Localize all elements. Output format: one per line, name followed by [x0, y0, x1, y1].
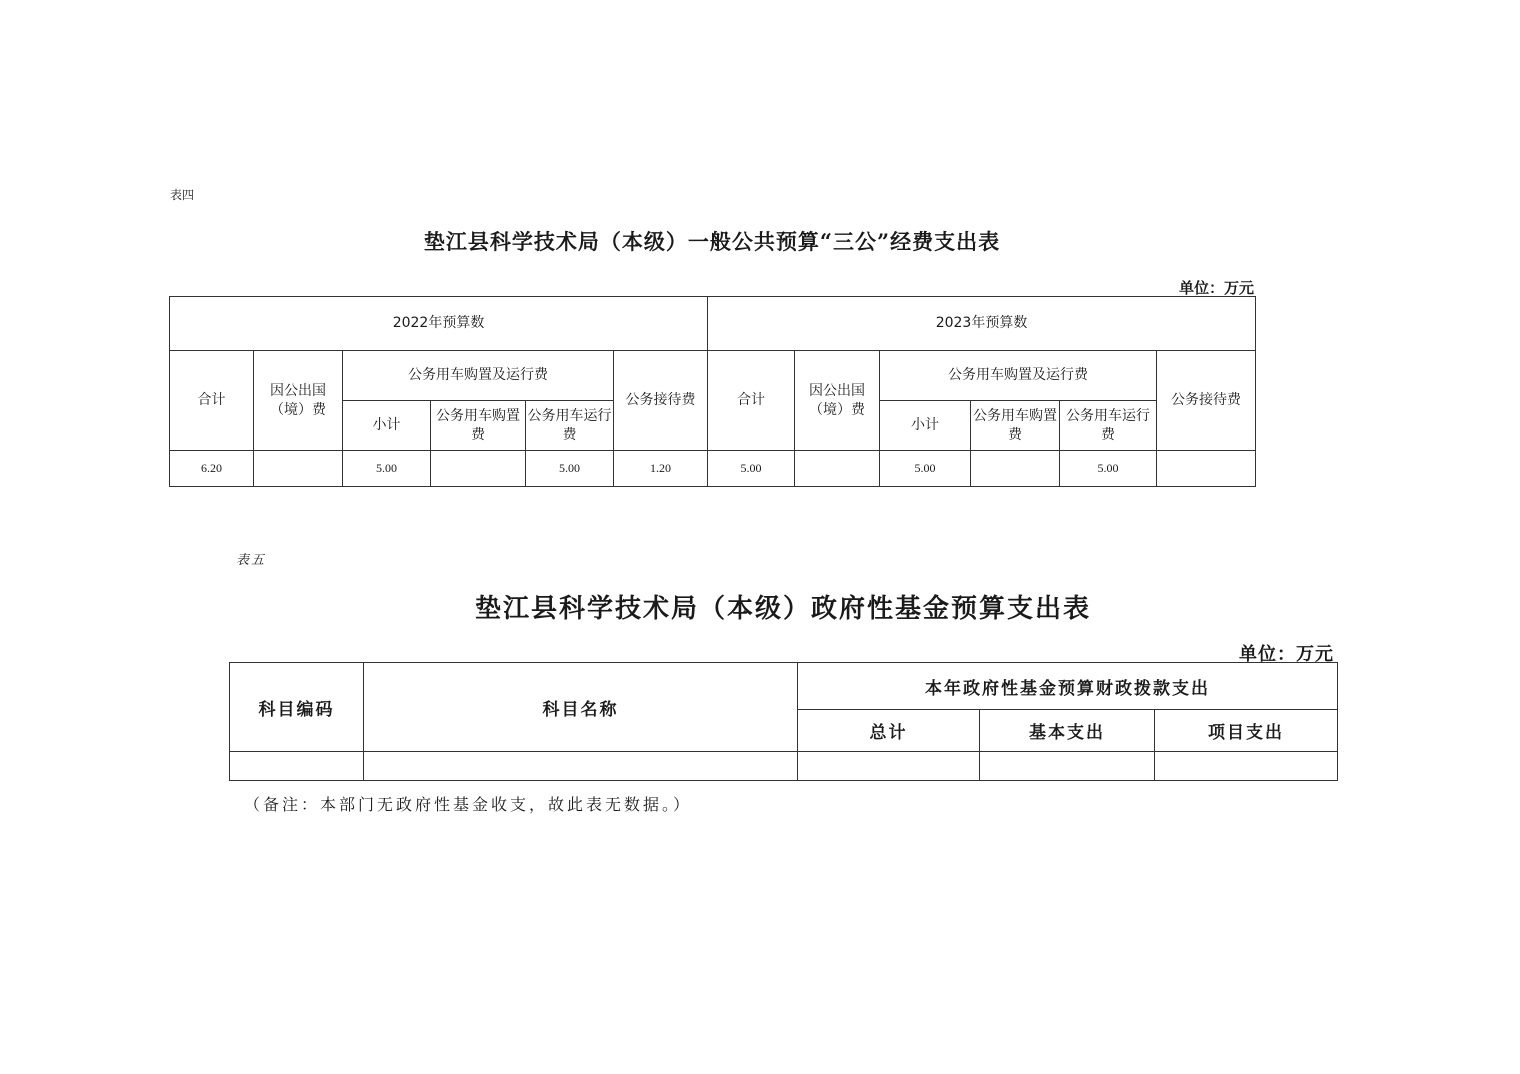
header-project-expense: 项目支出: [1155, 710, 1338, 752]
empty-cell: [230, 752, 364, 781]
header-2022-subtotal: 小计: [343, 401, 431, 451]
empty-cell: [980, 752, 1155, 781]
header-2023-vehicle-purchase: 公务用车购置费: [971, 401, 1060, 451]
cell-2022-subtotal: 5.00: [343, 451, 431, 487]
header-2023-subtotal: 小计: [880, 401, 971, 451]
table4-tag: 表四: [170, 188, 195, 202]
cell-2022-vehicle-purchase: [431, 451, 526, 487]
header-2023-reception: 公务接待费: [1157, 351, 1256, 451]
empty-cell: [798, 752, 980, 781]
header-2022-abroad: 因公出国（境）费: [254, 351, 343, 451]
table5-tag: 表五: [236, 553, 267, 568]
table-row: [170, 451, 1256, 487]
cell-2023-abroad: [795, 451, 880, 487]
header-2022-budget: 2022年预算数: [170, 297, 708, 351]
header-subject-name: 科目名称: [364, 663, 798, 752]
cell-2023-vehicle-operation: 5.00: [1060, 451, 1157, 487]
cell-2023-total: 5.00: [708, 451, 795, 487]
cell-2022-reception: 1.20: [614, 451, 708, 487]
table4-unit: 单位：万元: [1178, 279, 1254, 297]
header-2022-total: 合计: [170, 351, 254, 451]
header-basic-expense: 基本支出: [980, 710, 1155, 752]
government-fund-table: [229, 662, 1338, 781]
table-row: [230, 752, 1338, 781]
header-2022-reception: 公务接待费: [614, 351, 708, 451]
cell-2022-abroad: [254, 451, 343, 487]
cell-2023-reception: [1157, 451, 1256, 487]
header-2023-abroad: 因公出国（境）费: [795, 351, 880, 451]
cell-2022-total: 6.20: [170, 451, 254, 487]
cell-2023-vehicle-purchase: [971, 451, 1060, 487]
header-subject-code: 科目编码: [230, 663, 364, 752]
header-2022-vehicle-purchase: 公务用车购置费: [431, 401, 526, 451]
header-2023-vehicle-operation: 公务用车运行费: [1060, 401, 1157, 451]
table5-title: 垫江县科学技术局（本级）政府性基金预算支出表: [474, 594, 1091, 624]
header-2023-budget: 2023年预算数: [708, 297, 1256, 351]
table5-note: （备注：本部门无政府性基金收支，故此表无数据。）: [244, 795, 693, 814]
empty-cell: [1155, 752, 1338, 781]
header-total: 总计: [798, 710, 980, 752]
header-2023-vehicle: 公务用车购置及运行费: [880, 351, 1157, 401]
table5-unit: 单位：万元: [1239, 644, 1334, 665]
three-public-expense-table: [169, 296, 1256, 487]
header-2022-vehicle-operation: 公务用车运行费: [526, 401, 614, 451]
table4-title: 垫江县科学技术局（本级）一般公共预算“三公”经费支出表: [423, 229, 1001, 254]
header-fund-expense: 本年政府性基金预算财政拨款支出: [798, 663, 1338, 710]
header-2022-vehicle: 公务用车购置及运行费: [343, 351, 614, 401]
header-2023-total: 合计: [708, 351, 795, 451]
empty-cell: [364, 752, 798, 781]
cell-2022-vehicle-operation: 5.00: [526, 451, 614, 487]
cell-2023-subtotal: 5.00: [880, 451, 971, 487]
